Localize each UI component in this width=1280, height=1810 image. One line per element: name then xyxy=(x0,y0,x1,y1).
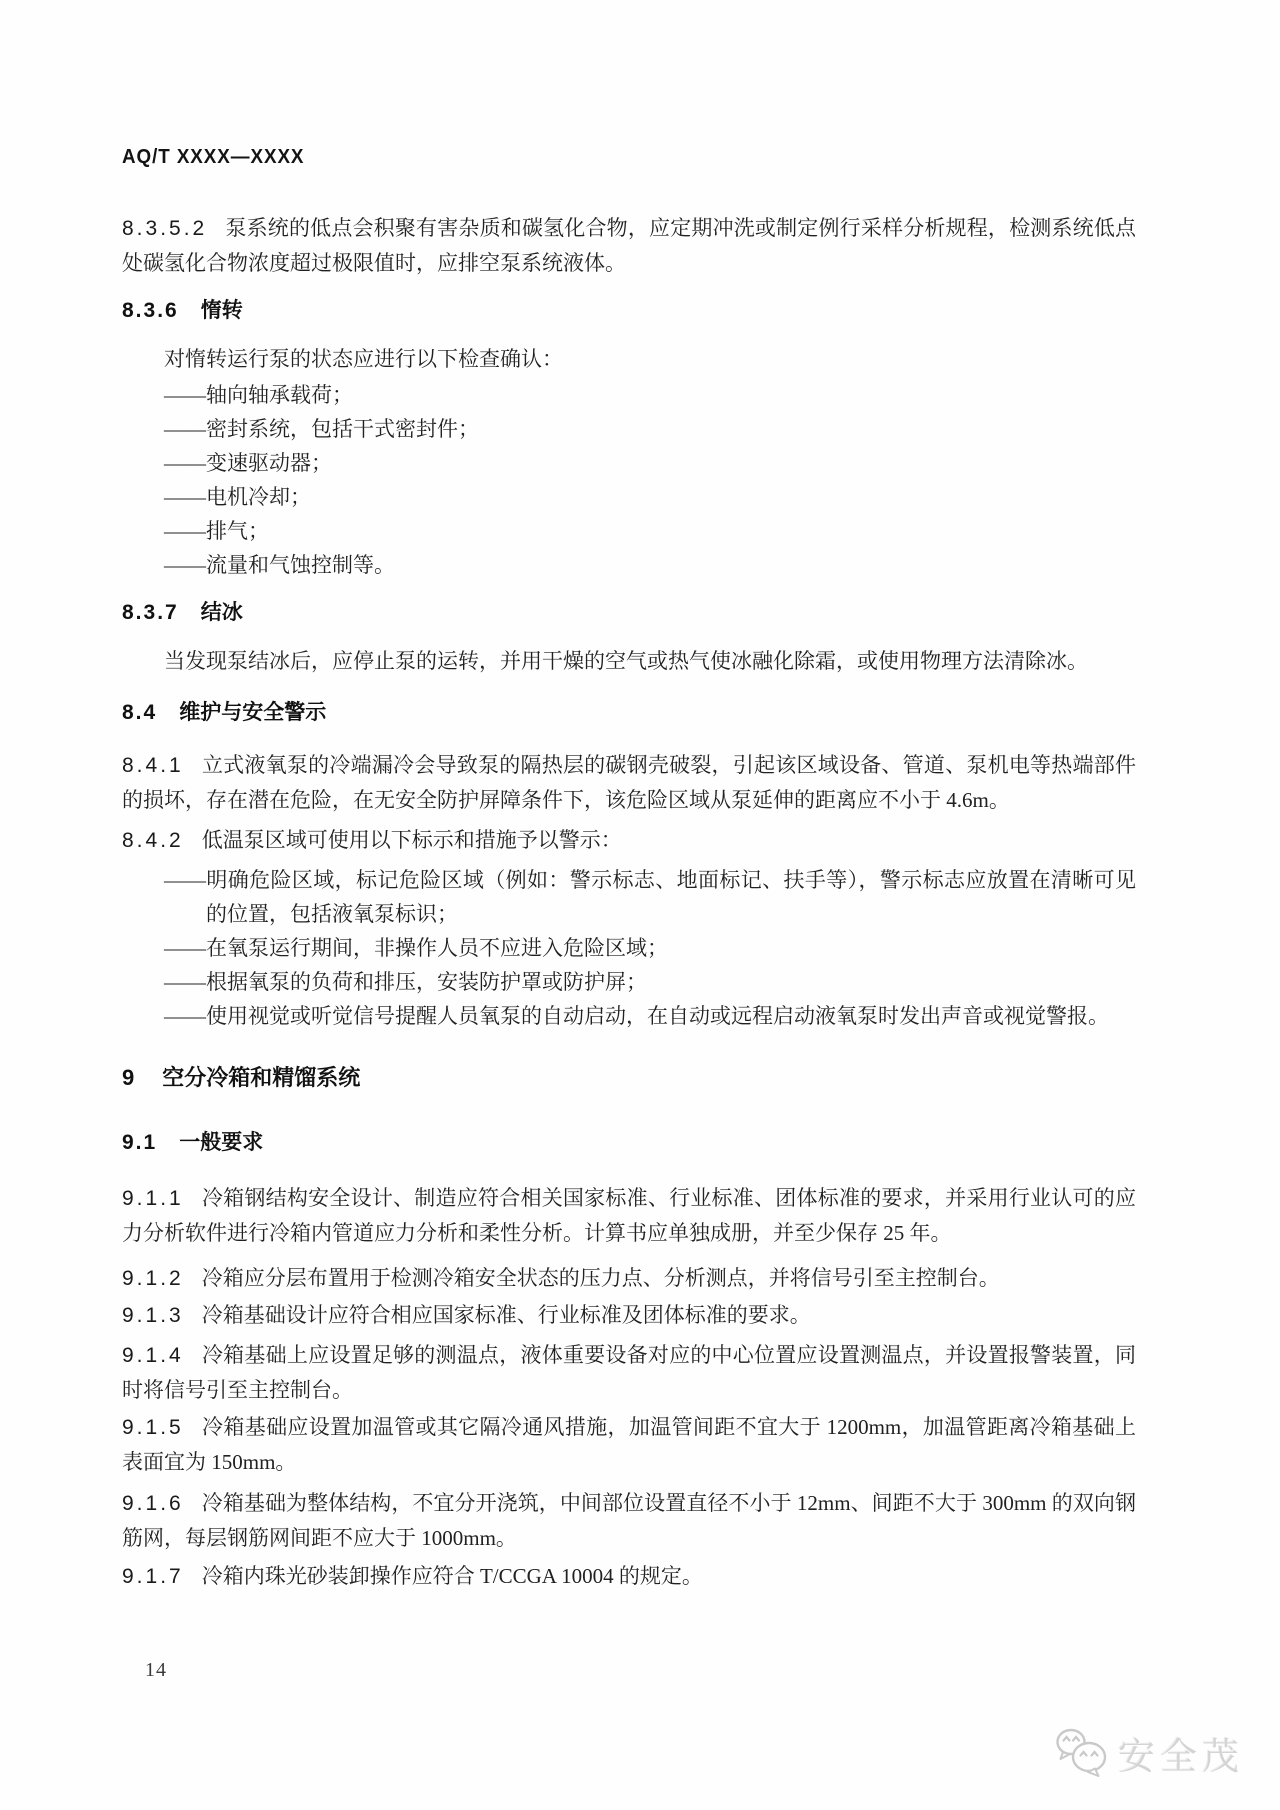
clause-8.4.1 xyxy=(122,748,1136,817)
dash-item xyxy=(122,548,1136,582)
dash-item xyxy=(122,999,1136,1033)
clause-9.1.7 xyxy=(122,1559,1136,1594)
heading-8.3.7 xyxy=(122,596,1136,630)
body-text: ——流量和气蚀控制等。 xyxy=(164,553,395,577)
dash-item xyxy=(122,514,1136,548)
clause-number: 8.3.5.2 xyxy=(122,217,208,240)
dash-item xyxy=(122,446,1136,480)
body-text: ——根据氧泵的负荷和排压，安装防护罩或防护屏； xyxy=(164,970,647,994)
running-header: AQ/T XXXX—XXXX xyxy=(122,146,305,168)
clause-9.1.4 xyxy=(122,1338,1136,1407)
body-text: 冷箱基础上应设置足够的测温点，液体重要设备对应的中心位置应设置测温点，并设置报警装置，同时将信号引至主控制台。 xyxy=(122,1343,1136,1402)
body-text: 冷箱内珠光砂装卸操作应符合 T/CCGA 10004 的规定。 xyxy=(201,1564,703,1588)
heading-text: 结冰 xyxy=(200,601,243,624)
body-text: ——在氧泵运行期间，非操作人员不应进入危险区域； xyxy=(164,936,668,960)
body-text: ——密封系统，包括干式密封件； xyxy=(164,417,479,441)
body-text: ——电机冷却； xyxy=(164,485,311,509)
watermark xyxy=(1054,1726,1244,1780)
clause-number: 8.3.6 xyxy=(122,299,179,322)
dash-item xyxy=(122,965,1136,999)
body-text: ——轴向轴承载荷； xyxy=(164,383,353,407)
clause-8.3.5.2 xyxy=(122,211,1136,280)
clause-number: 9.1 xyxy=(122,1131,158,1154)
wechat-bubbles-icon xyxy=(1054,1727,1110,1779)
body-text: 冷箱基础为整体结构，不宜分开浇筑，中间部位设置直径不小于 12mm、间距不大于 300mm 的双向钢筋网，每层钢筋网间距不应大于 1000mm。 xyxy=(122,1491,1136,1550)
heading-8.3.6 xyxy=(122,294,1136,328)
clause-number: 8.4.1 xyxy=(122,754,184,777)
body-text: ——明确危险区域，标记危险区域（例如：警示标志、地面标记、扶手等），警示标志应放置在清晰可见的位置，包括液氧泵标识； xyxy=(164,868,1136,926)
clause-number: 9.1.7 xyxy=(122,1565,184,1588)
clause-number: 9 xyxy=(122,1065,137,1090)
dash-item xyxy=(122,412,1136,446)
clause-number: 9.1.4 xyxy=(122,1344,184,1367)
clause-number: 8.4 xyxy=(122,701,158,724)
body-text: 低温泵区域可使用以下标示和措施予以警示： xyxy=(201,828,622,852)
body-text: ——排气； xyxy=(164,519,269,543)
clause-number: 8.4.2 xyxy=(122,829,184,852)
clause-9.1.2 xyxy=(122,1261,1136,1296)
heading-8.4 xyxy=(122,696,1136,730)
body-text: 冷箱应分层布置用于检测冷箱安全状态的压力点、分析测点，并将信号引至主控制台。 xyxy=(201,1266,1000,1290)
heading-9.1 xyxy=(122,1126,1136,1160)
body-text: ——变速驱动器； xyxy=(164,451,332,475)
dash-item xyxy=(122,378,1136,412)
body-text: 冷箱基础设计应符合相应国家标准、行业标准及团体标准的要求。 xyxy=(201,1303,811,1327)
dash-item xyxy=(122,863,1136,931)
watermark-text: 安全茂 xyxy=(1118,1736,1244,1777)
clause-8.4.2 xyxy=(122,823,1136,858)
clause-number: 9.1.3 xyxy=(122,1304,184,1327)
clause-number: 9.1.6 xyxy=(122,1492,184,1515)
heading-text: 维护与安全警示 xyxy=(179,701,327,724)
paragraph xyxy=(122,342,1136,376)
clause-number: 9.1.2 xyxy=(122,1267,184,1290)
body-text: 泵系统的低点会积聚有害杂质和碳氢化合物，应定期冲洗或制定例行采样分析规程，检测系统低点处碳氢化合物浓度超过极限值时，应排空泵系统液体。 xyxy=(122,216,1136,275)
heading-text: 一般要求 xyxy=(179,1131,264,1154)
clause-number: 9.1.5 xyxy=(122,1416,184,1439)
dash-item xyxy=(122,931,1136,965)
body-text: 对惰转运行泵的状态应进行以下检查确认： xyxy=(164,347,563,371)
heading-9 xyxy=(122,1060,1136,1096)
body-text: 冷箱基础应设置加温管或其它隔冷通风措施，加温管间距不宜大于 1200mm，加温管距离冷箱基础上表面宜为 150mm。 xyxy=(122,1415,1136,1474)
page-number: 14 xyxy=(145,1659,167,1681)
clause-9.1.3 xyxy=(122,1298,1136,1333)
heading-text: 空分冷箱和精馏系统 xyxy=(162,1065,361,1090)
body-text: 冷箱钢结构安全设计、制造应符合相关国家标准、行业标准、团体标准的要求，并采用行业认可的应力分析软件进行冷箱内管道应力分析和柔性分析。计算书应单独成册，并至少保存 25 年。 xyxy=(122,1186,1136,1245)
body-text: 当发现泵结冰后，应停止泵的运转，并用干燥的空气或热气使冰融化除霜，或使用物理方法清除冰。 xyxy=(164,649,1088,673)
clause-number: 9.1.1 xyxy=(122,1187,184,1210)
heading-text: 惰转 xyxy=(200,299,243,322)
body-text: 立式液氧泵的冷端漏冷会导致泵的隔热层的碳钢壳破裂，引起该区域设备、管道、泵机电等热端部件的损坏，存在潜在危险，在无安全防护屏障条件下，该危险区域从泵延伸的距离应不小于 4.6m。 xyxy=(122,753,1136,812)
clause-9.1.1 xyxy=(122,1181,1136,1250)
body-text: ——使用视觉或听觉信号提醒人员氧泵的自动启动，在自动或远程启动液氧泵时发出声音或视觉警报。 xyxy=(164,1004,1109,1028)
clause-number: 8.3.7 xyxy=(122,601,179,624)
document-body xyxy=(122,170,1136,1594)
clause-9.1.6 xyxy=(122,1486,1136,1555)
dash-item xyxy=(122,480,1136,514)
clause-9.1.5 xyxy=(122,1410,1136,1479)
paragraph xyxy=(122,644,1136,678)
